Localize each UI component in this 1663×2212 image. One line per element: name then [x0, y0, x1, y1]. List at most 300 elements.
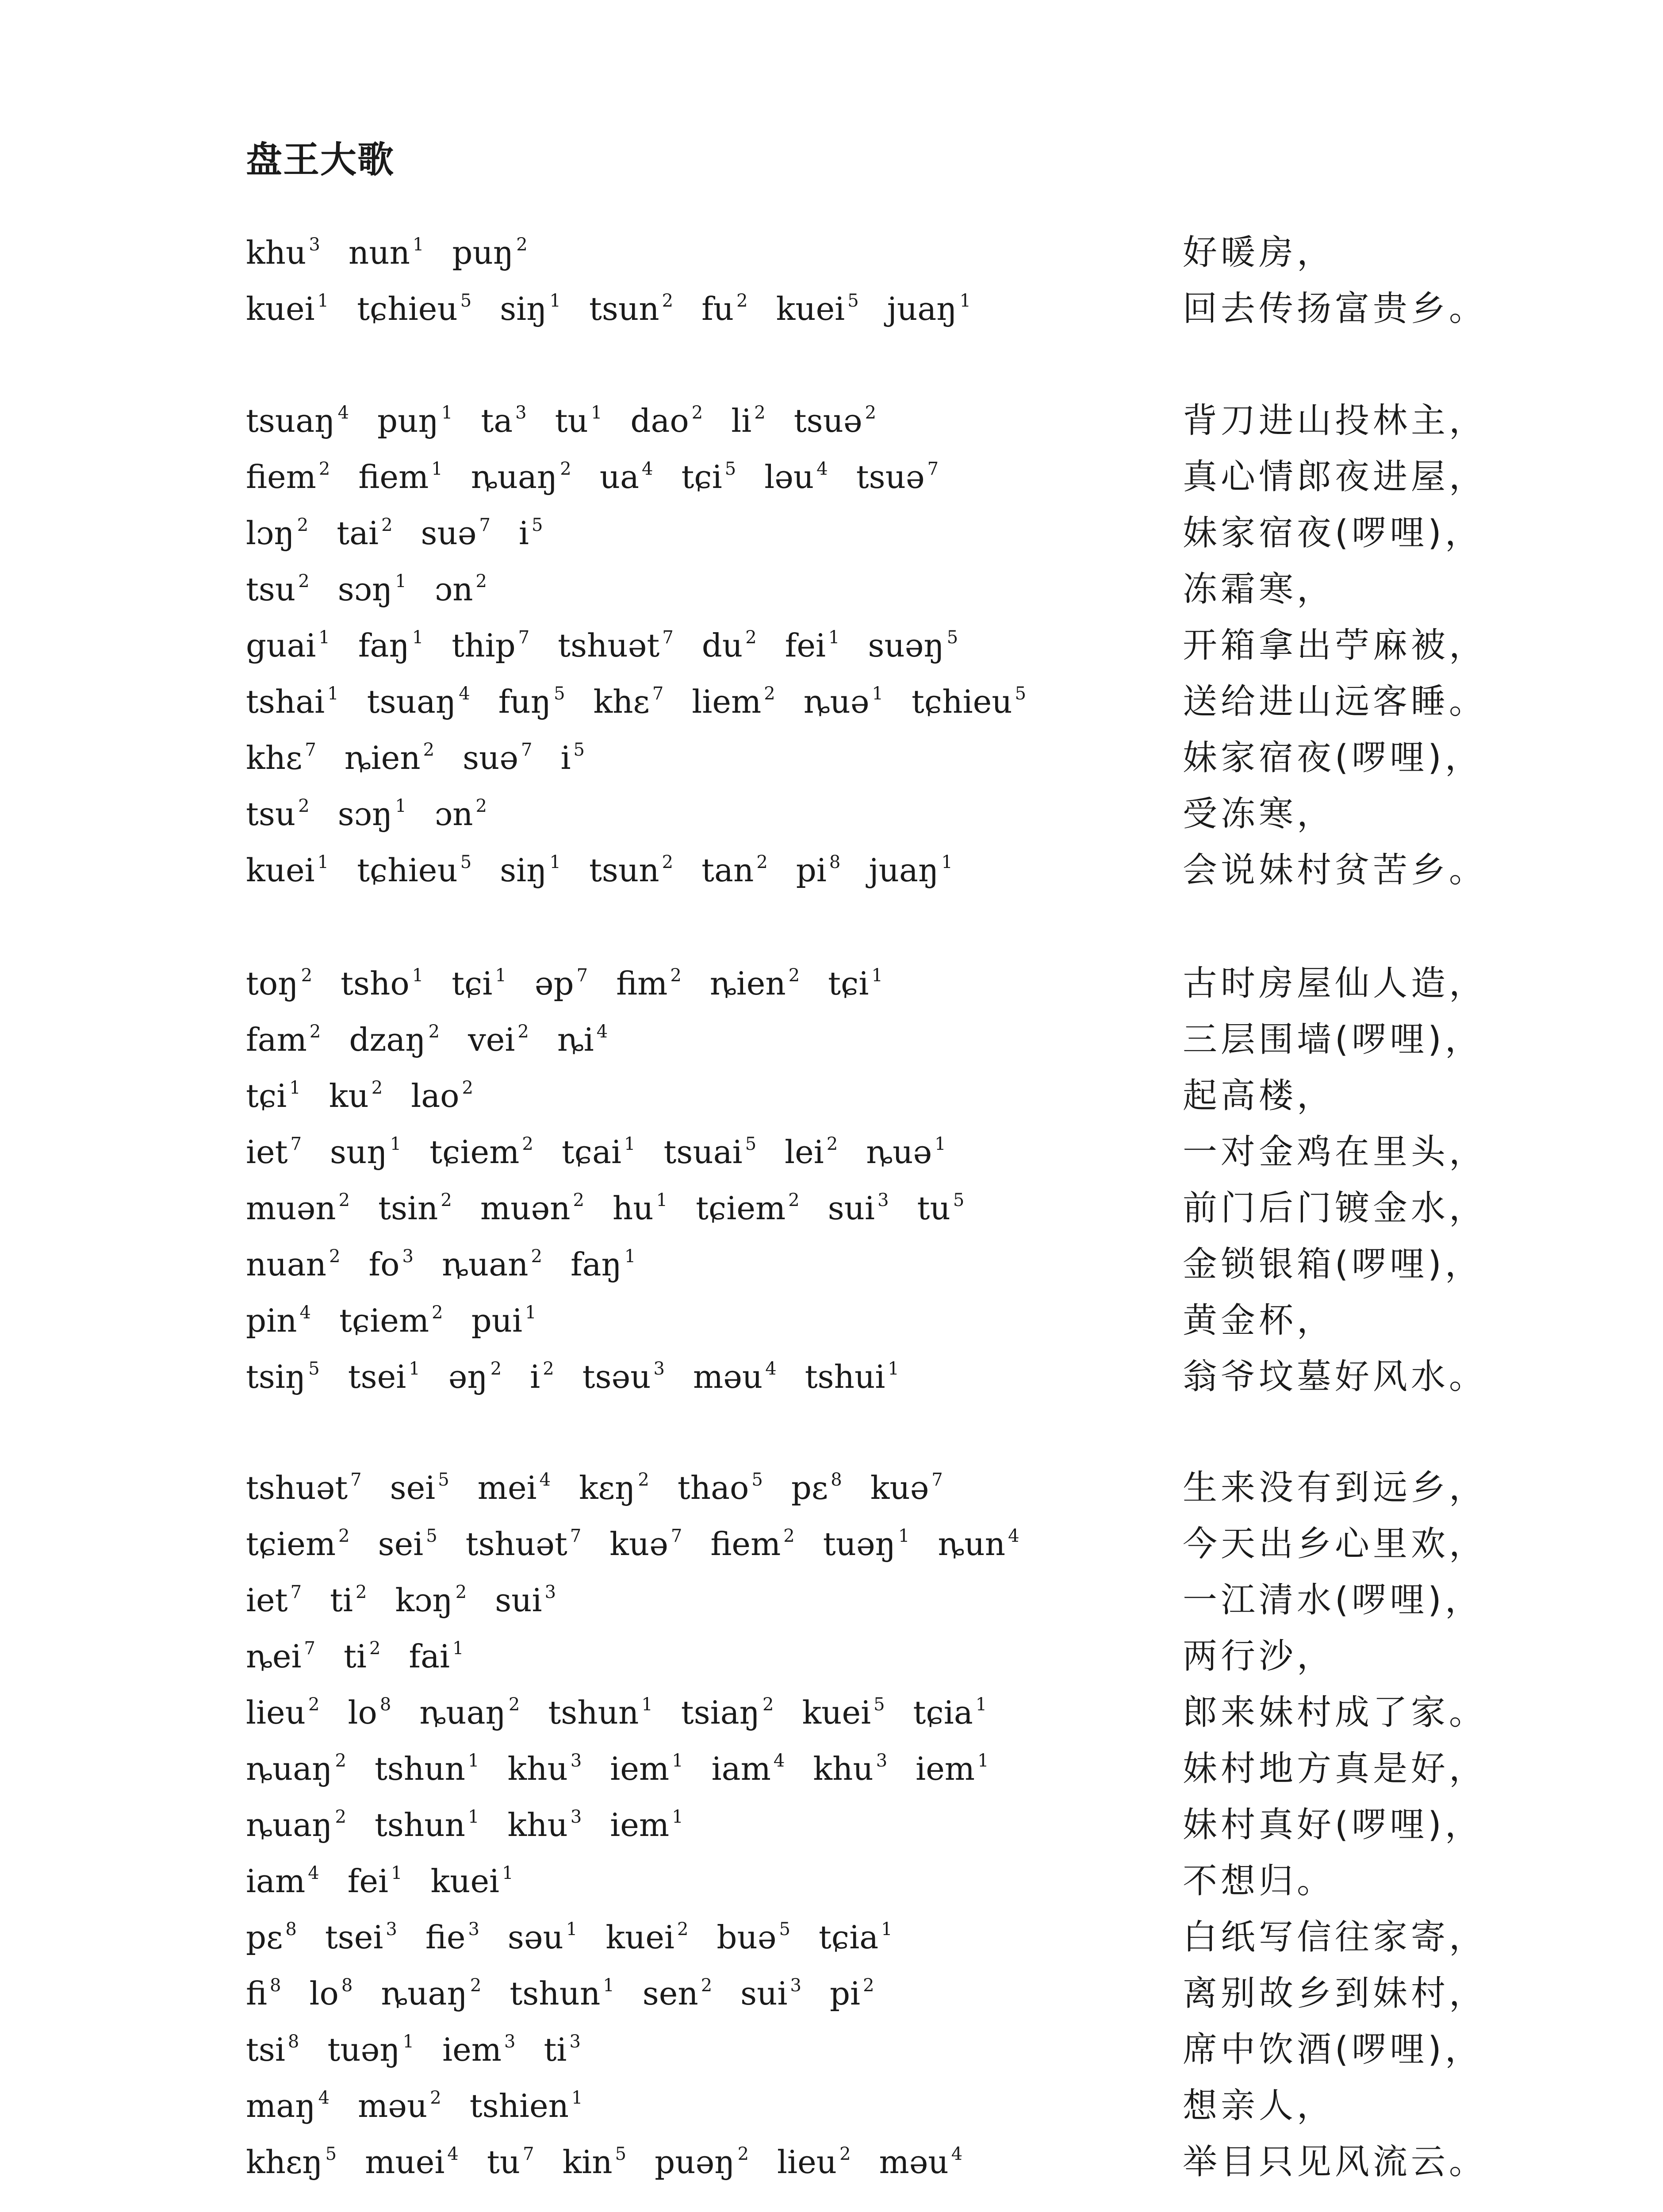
syllable	[452, 225, 527, 281]
verse-line	[246, 1293, 1458, 1349]
syllable-text: dzaŋ	[349, 1021, 426, 1058]
tone-number: 3	[570, 1751, 582, 1771]
syllable	[246, 225, 320, 281]
syllable	[349, 225, 424, 281]
syllable	[938, 1516, 1019, 1572]
syllable-text: tsiaŋ	[681, 1694, 760, 1731]
syllable-text: ti	[330, 1582, 353, 1619]
syllable-text: tɕi	[246, 1077, 287, 1114]
chinese-translation: 前门后门镀金水，	[1183, 1188, 1487, 1228]
syllable-text: tsəu	[582, 1358, 651, 1395]
syllable-text: ȵuə	[866, 1133, 932, 1171]
verse-line	[246, 674, 1487, 730]
tone-number: 1	[412, 965, 424, 986]
syllable	[498, 674, 565, 730]
verse-line	[246, 393, 1487, 449]
verse-line	[246, 1572, 1483, 1628]
syllable-text: khɛ	[593, 683, 650, 720]
romanization-text	[246, 561, 515, 618]
syllable	[530, 1349, 554, 1405]
syllable-text: tsu	[246, 795, 296, 833]
syllable	[246, 2134, 337, 2190]
tone-number: 7	[290, 1134, 302, 1154]
syllable	[358, 449, 442, 505]
syllable	[507, 1797, 582, 1853]
syllable-text: tu	[555, 402, 588, 439]
syllable	[678, 1460, 763, 1516]
tone-number: 3	[504, 2032, 516, 2052]
syllable	[589, 281, 673, 337]
syllable-text: tsuaŋ	[246, 402, 335, 439]
syllable	[246, 281, 329, 337]
verse-line	[246, 1124, 1487, 1180]
syllable	[246, 1180, 350, 1237]
syllable-text: lɔŋ	[246, 515, 295, 552]
syllable	[390, 1460, 449, 1516]
syllable-text: sui	[740, 1975, 788, 2012]
verse-line	[246, 1853, 1458, 1909]
tone-number: 2	[788, 1190, 800, 1210]
chinese-translation: 不想归。	[1183, 1861, 1335, 1901]
syllable	[856, 449, 939, 505]
syllable	[339, 1293, 443, 1349]
syllable-text: muei	[365, 2143, 445, 2181]
syllable-text: siŋ	[500, 290, 547, 327]
syllable-text: puŋ	[377, 402, 439, 439]
tone-number: 1	[975, 1694, 987, 1715]
tone-number: 2	[308, 1694, 320, 1715]
syllable-text: ȵuaŋ	[419, 1694, 506, 1731]
syllable	[692, 674, 775, 730]
tone-number: 5	[460, 291, 472, 311]
syllable	[246, 1685, 320, 1741]
tone-number: 7	[305, 740, 316, 760]
verse-line	[246, 1909, 1487, 1966]
syllable-text: tsuə	[856, 458, 925, 495]
syllable-text: ȵuaŋ	[246, 1750, 333, 1787]
tone-number: 1	[624, 1134, 636, 1154]
tone-number: 5	[308, 1359, 320, 1379]
syllable	[571, 1237, 636, 1293]
tone-number: 1	[402, 2032, 414, 2052]
tone-number: 1	[566, 1919, 578, 1939]
syllable	[500, 842, 561, 899]
syllable	[868, 618, 958, 674]
tone-number: 2	[329, 1246, 341, 1267]
romanization-text	[246, 1124, 974, 1180]
syllable	[561, 730, 585, 786]
syllable	[630, 393, 703, 449]
tone-number: 5	[847, 291, 859, 311]
tone-number: 2	[677, 1919, 689, 1939]
tone-number: 5	[460, 852, 472, 872]
syllable-text: tu	[917, 1190, 950, 1227]
tone-number: 2	[297, 515, 309, 535]
syllable	[558, 618, 674, 674]
syllable-text: iam	[711, 1750, 771, 1787]
romanization-text	[246, 1741, 1017, 1797]
syllable	[830, 1966, 874, 2022]
tone-number: 1	[549, 852, 561, 872]
chinese-translation: 冻霜寒，	[1183, 569, 1335, 609]
chinese-translation: 好暖房，	[1183, 233, 1335, 273]
syllable-text: tsho	[341, 965, 410, 1002]
syllable	[246, 561, 310, 618]
syllable	[609, 1516, 682, 1572]
syllable	[548, 1685, 652, 1741]
syllable	[452, 618, 529, 674]
syllable	[702, 618, 757, 674]
syllable	[777, 2134, 851, 2190]
syllable-text: ti	[544, 2031, 567, 2068]
syllable-text: tsun	[589, 852, 659, 889]
verse-line	[246, 1237, 1483, 1293]
romanization-text	[246, 393, 904, 449]
tone-number: 1	[571, 2088, 583, 2108]
tone-number: 1	[941, 852, 953, 872]
syllable-text: tsei	[325, 1919, 383, 1956]
syllable-text: tu	[487, 2143, 521, 2181]
syllable-text: kuei	[246, 290, 315, 327]
syllable	[643, 1966, 712, 2022]
tone-number: 1	[871, 965, 883, 986]
tone-number: 2	[338, 1190, 350, 1210]
syllable-text: ku	[329, 1077, 369, 1114]
tone-number: 2	[381, 515, 393, 535]
tone-number: 1	[959, 291, 971, 311]
syllable	[710, 956, 800, 1012]
syllable-text: dao	[630, 402, 689, 439]
syllable-text: tɕhieu	[912, 683, 1012, 720]
tone-number: 7	[523, 2144, 534, 2164]
syllable-text: ɔn	[434, 571, 473, 608]
chinese-translation: 起高楼，	[1183, 1076, 1335, 1116]
syllable-text: tshuət	[558, 627, 660, 664]
tone-number: 3	[468, 1919, 479, 1939]
syllable	[655, 2134, 749, 2190]
syllable-text: kɛŋ	[579, 1469, 636, 1506]
syllable	[912, 674, 1026, 730]
syllable-text: tsi	[246, 2031, 285, 2068]
verse-line	[246, 1180, 1487, 1237]
syllable	[480, 1180, 584, 1237]
syllable-text: kuei	[430, 1863, 500, 1900]
syllable	[330, 1572, 367, 1628]
syllable-text: tshun	[375, 1806, 465, 1843]
tone-number: 2	[318, 459, 330, 479]
tone-number: 2	[428, 1022, 440, 1042]
syllable-text: tshun	[510, 1975, 601, 2012]
syllable-text: məu	[358, 2087, 428, 2124]
tone-number: 2	[371, 1078, 383, 1098]
syllable-text: sui	[828, 1190, 875, 1227]
syllable	[764, 449, 828, 505]
tone-number: 3	[544, 1582, 556, 1602]
chinese-translation: 背刀进山投林主，	[1183, 401, 1487, 441]
syllable	[610, 1797, 683, 1853]
syllable	[562, 1124, 636, 1180]
tone-number: 2	[737, 2144, 749, 2164]
tone-number: 1	[656, 1190, 668, 1210]
syllable	[776, 281, 859, 337]
romanization-text	[246, 956, 911, 1012]
syllable-text: tɕia	[913, 1694, 973, 1731]
tone-number: 8	[379, 1694, 391, 1715]
tone-number: 1	[935, 1134, 946, 1154]
chinese-translation: 妹村真好(啰哩)，	[1183, 1805, 1483, 1845]
syllable-text: iem	[610, 1806, 670, 1843]
chinese-translation: 妹村地方真是好，	[1183, 1749, 1487, 1789]
syllable	[717, 1909, 790, 1966]
tone-number: 3	[876, 1751, 888, 1771]
syllable	[378, 1180, 452, 1237]
syllable-text: əŋ	[448, 1358, 488, 1395]
syllable	[246, 1293, 311, 1349]
tone-number: 5	[946, 627, 958, 648]
romanization-text	[246, 1460, 971, 1516]
syllable-text: maŋ	[246, 2087, 316, 2124]
syllable-text: mei	[477, 1469, 537, 1506]
romanization-text	[246, 1516, 1048, 1572]
syllable	[442, 2022, 515, 2078]
tone-number: 2	[662, 852, 674, 872]
syllable-text: pui	[471, 1302, 523, 1339]
chinese-translation: 郎来妹村成了家。	[1183, 1693, 1487, 1732]
tone-number: 7	[350, 1470, 362, 1490]
syllable	[693, 1349, 777, 1405]
tone-number: 4	[308, 1863, 319, 1883]
syllable	[487, 2134, 534, 2190]
syllable	[377, 393, 452, 449]
romanization-text	[246, 1180, 992, 1237]
tone-number: 8	[341, 1975, 353, 1996]
syllable	[710, 1516, 794, 1572]
syllable-text: suə	[421, 515, 477, 552]
syllable	[246, 674, 339, 730]
syllable-text: ta	[481, 402, 513, 439]
syllable	[802, 1685, 885, 1741]
syllable-text: puəŋ	[655, 2143, 735, 2181]
syllable-text: pin	[246, 1302, 297, 1339]
tone-number: 2	[475, 796, 487, 816]
syllable	[381, 1966, 481, 2022]
syllable	[869, 842, 952, 899]
verse-line	[246, 2022, 1483, 2078]
syllable-text: fo	[368, 1246, 400, 1283]
syllable-text: fuŋ	[498, 683, 552, 720]
syllable	[610, 1741, 683, 1797]
syllable-text: lieu	[246, 1694, 306, 1731]
chinese-translation: 今天出乡心里欢，	[1183, 1524, 1487, 1564]
syllable	[500, 281, 561, 337]
syllable	[358, 618, 423, 674]
tone-number: 2	[865, 403, 877, 423]
tone-number: 1	[872, 684, 883, 704]
tone-number: 2	[839, 2144, 851, 2164]
tone-number: 7	[576, 965, 588, 986]
syllable-text: iet	[246, 1133, 288, 1171]
syllable	[478, 1460, 551, 1516]
verse-line	[246, 1741, 1487, 1797]
tone-number: 2	[573, 1190, 584, 1210]
romanization-text	[246, 1909, 921, 1966]
syllable-text: ua	[599, 458, 640, 495]
tone-number: 1	[412, 234, 424, 255]
tone-number: 5	[953, 1190, 965, 1210]
syllable	[452, 956, 506, 1012]
syllable	[246, 505, 308, 561]
syllable-text: vei	[468, 1021, 515, 1058]
syllable-text: tɕiem	[246, 1525, 336, 1563]
verse-line	[246, 2134, 1487, 2190]
tone-number: 2	[298, 796, 310, 816]
syllable-text: fei	[785, 627, 826, 664]
syllable	[471, 449, 571, 505]
romanization-text	[246, 449, 967, 505]
syllable-text: fei	[347, 1863, 388, 1900]
tone-number: 7	[521, 740, 533, 760]
tone-number: 2	[788, 965, 800, 986]
syllable-text: ȵien	[344, 739, 421, 776]
syllable-text: iam	[246, 1863, 306, 1900]
syllable	[357, 281, 471, 337]
syllable-text: nun	[348, 234, 410, 271]
chinese-translation: 妹家宿夜(啰哩)，	[1183, 513, 1483, 553]
tone-number: 1	[641, 1694, 653, 1715]
syllable-text: ȵuaŋ	[381, 1975, 467, 2012]
syllable-text: khu	[507, 1750, 568, 1787]
tone-number: 4	[642, 459, 653, 479]
syllable	[246, 1460, 362, 1516]
syllable-text: pɛ	[791, 1469, 828, 1506]
syllable	[246, 618, 330, 674]
tone-number: 2	[517, 1022, 529, 1042]
tone-number: 5	[573, 740, 585, 760]
verse-line	[246, 2078, 1458, 2134]
syllable	[681, 449, 736, 505]
syllable	[430, 1853, 513, 1909]
syllable	[701, 281, 747, 337]
syllable	[375, 1797, 479, 1853]
syllable	[917, 1180, 965, 1237]
tone-number: 1	[317, 852, 329, 872]
syllable	[828, 1180, 889, 1237]
syllable-text: fiem	[358, 458, 429, 495]
syllable-text: iem	[916, 1750, 975, 1787]
syllable	[246, 1516, 350, 1572]
tone-number: 2	[764, 684, 775, 704]
syllable	[701, 842, 768, 899]
syllable	[246, 1349, 320, 1405]
tone-number: 4	[596, 1022, 608, 1042]
tone-number: 3	[309, 234, 320, 255]
syllable-text: tsei	[348, 1358, 406, 1395]
verse-line	[246, 1628, 1458, 1685]
tone-number: 1	[468, 1807, 479, 1827]
chinese-translation: 翁爷坟墓好风水。	[1183, 1357, 1487, 1397]
syllable	[246, 1797, 346, 1853]
tone-number: 3	[570, 1807, 582, 1827]
syllable	[448, 1349, 502, 1405]
romanization-text	[246, 225, 556, 281]
verse-line	[246, 1685, 1487, 1741]
syllable-text: tshun	[375, 1750, 465, 1787]
syllable	[663, 1124, 756, 1180]
syllable-text: sɔŋ	[337, 571, 393, 608]
tone-number: 5	[1015, 684, 1027, 704]
syllable	[681, 1685, 774, 1741]
chinese-translation: 古时房屋仙人造，	[1183, 964, 1487, 1003]
chinese-translation: 黄金杯，	[1183, 1301, 1335, 1340]
tone-number: 2	[490, 1359, 502, 1379]
tone-number: 1	[603, 1975, 614, 1996]
syllable	[357, 842, 471, 899]
syllable	[365, 2134, 459, 2190]
syllable-text: siŋ	[500, 852, 547, 889]
tone-number: 1	[898, 1526, 910, 1546]
syllable	[419, 1685, 520, 1741]
syllable-text: ȵuan	[441, 1246, 529, 1283]
tone-number: 1	[468, 1751, 479, 1771]
syllable-text: kɔŋ	[395, 1582, 453, 1619]
syllable-text: tshien	[469, 2087, 569, 2124]
tone-number: 2	[338, 1526, 350, 1546]
syllable	[916, 1741, 989, 1797]
syllable-text: əp	[534, 965, 574, 1002]
syllable	[246, 1853, 319, 1909]
syllable	[696, 1180, 800, 1237]
syllable	[337, 505, 392, 561]
romanization-text	[246, 505, 571, 561]
syllable	[338, 786, 406, 842]
tone-number: 8	[829, 852, 841, 872]
romanization-text	[246, 786, 515, 842]
tone-number: 2	[531, 1246, 542, 1267]
syllable	[819, 1909, 893, 1966]
syllable-text: tshui	[805, 1358, 885, 1395]
syllable	[246, 956, 312, 1012]
tone-number: 5	[779, 1919, 790, 1939]
syllable-text: tshuət	[465, 1525, 567, 1563]
syllable-text: sei	[390, 1469, 436, 1506]
syllable-text: lei	[785, 1133, 824, 1171]
syllable	[435, 561, 487, 618]
tone-number: 3	[790, 1975, 801, 1996]
romanization-text	[246, 618, 986, 674]
syllable-text: tai	[337, 515, 379, 552]
romanization-text	[246, 281, 999, 337]
tone-number: 4	[773, 1751, 785, 1771]
tone-number: 5	[426, 1526, 437, 1546]
syllable-text: tan	[701, 852, 754, 889]
tone-number: 5	[531, 515, 543, 535]
chinese-translation: 金锁银箱(啰哩)，	[1183, 1244, 1483, 1284]
tone-number: 1	[441, 403, 453, 423]
tone-number: 1	[452, 1638, 464, 1659]
syllable	[510, 1966, 614, 2022]
tone-number: 1	[525, 1302, 536, 1323]
syllable-text: kuə	[609, 1525, 668, 1563]
tone-number: 1	[502, 1863, 513, 1883]
syllable-text: tɕiem	[429, 1133, 520, 1171]
tone-number: 7	[662, 627, 674, 648]
romanization-text	[246, 1853, 542, 1909]
syllable-text: pi	[796, 852, 827, 889]
syllable-text: iet	[246, 1582, 288, 1619]
syllable	[870, 1460, 943, 1516]
syllable	[367, 674, 470, 730]
tone-number: 1	[977, 1751, 989, 1771]
